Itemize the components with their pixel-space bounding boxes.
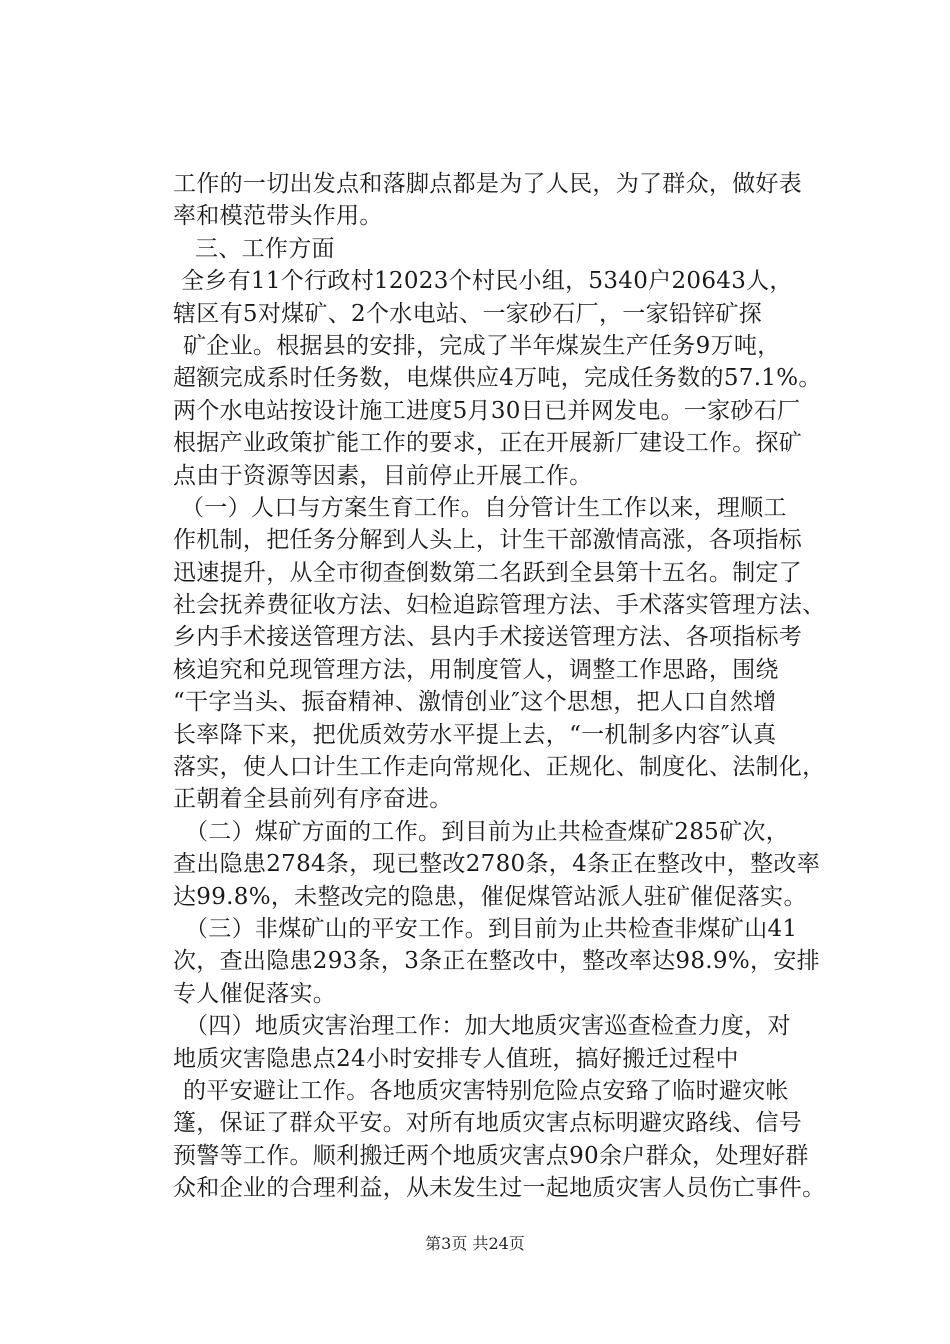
text-line: 查出隐患2784条，现已整改2780条，4条正在整改中，整改率 — [173, 851, 820, 878]
text-line: 正朝着全县前列有序奋进。 — [173, 786, 453, 813]
text-line: 根据产业政策扩能工作的要求，正在开展新厂建设工作。探矿 — [173, 430, 803, 457]
page-footer: 第3页 共24页 — [425, 1234, 525, 1253]
text-line: 长率降下来，把优质效劳水平提上去，“一机制多内容″认真 — [173, 721, 777, 748]
body-text — [173, 168, 833, 1205]
text-line: 点由于资源等因素，目前停止开展工作。 — [173, 462, 593, 489]
text-line: 作机制，把任务分解到人头上，计生干部激情高涨，各项指标 — [173, 527, 803, 554]
text-line: 预警等工作。顺利搬迁两个地质灾害点90余户群众，处理好群 — [173, 1142, 809, 1169]
text-line: 的平安避让工作。各地质灾害特别危险点安臵了临时避灾帐 — [183, 1077, 789, 1104]
text-line: 辖区有5对煤矿、2个水电站、一家砂石厂，一家铅锌矿探 — [173, 300, 763, 327]
text-line: 矿企业。根据县的安排，完成了半年煤炭生产任务9万吨， — [183, 332, 781, 359]
text-line: 核追究和兑现管理方法，用制度管人，调整工作思路，围绕 — [173, 656, 779, 683]
text-line: 率和模范带头作用。 — [173, 203, 383, 230]
text-line: 两个水电站按设计施工进度5月30日已并网发电。一家砂石厂 — [173, 397, 801, 424]
paragraph-start: （三）非煤矿山的平安工作。到目前为止共检查非煤矿山41 — [185, 915, 798, 942]
section-heading: 三、工作方面 — [195, 235, 335, 262]
text-line: 众和企业的合理利益，从未发生过一起地质灾害人员伤亡事件。 — [173, 1175, 826, 1202]
text-line: 工作的一切出发点和落脚点都是为了人民，为了群众，做好表 — [173, 171, 803, 197]
paragraph-start: （四）地质灾害治理工作：加大地质灾害巡查检查力度，对 — [185, 1013, 791, 1040]
text-line: 落实，使人口计生工作走向常规化、正规化、制度化、法制化， — [173, 754, 826, 781]
text-line: 篷，保证了群众平安。对所有地质灾害点标明避灾路线、信号 — [173, 1110, 803, 1137]
text-line: 专人催促落实。 — [173, 980, 337, 1007]
text-line: “干字当头、振奋精神、激情创业″这个思想，把人口自然增 — [173, 689, 777, 716]
text-line: 乡内手术接送管理方法、县内手术接送管理方法、各项指标考 — [173, 624, 803, 651]
paragraph-start: （二）煤矿方面的工作。到目前为止共检查煤矿285矿次， — [185, 818, 789, 845]
text-line: 达99.8%，未整改完的隐患，催促煤管站派人驻矿催促落实。 — [173, 883, 807, 910]
text-line: 地质灾害隐患点24小时安排专人值班，搞好搬迁过程中 — [173, 1045, 739, 1072]
text-line: 次，查出隐患293条，3条正在整改中，整改率达98.9%，安排 — [173, 948, 820, 975]
text-line: 社会抚养费征收方法、妇检追踪管理方法、手术落实管理方法、 — [173, 592, 826, 619]
paragraph-start: （一）人口与方案生育工作。自分管计生工作以来，理顺工 — [181, 494, 787, 521]
text-line: 全乡有11个行政村12023个村民小组，5340户20643人， — [181, 268, 793, 295]
text-line: 迅速提升，从全市彻查倒数第二名跃到全县第十五名。制定了 — [173, 559, 803, 586]
text-line: 超额完成系时任务数，电煤供应4万吨，完成任务数的57.1%。 — [173, 365, 822, 392]
